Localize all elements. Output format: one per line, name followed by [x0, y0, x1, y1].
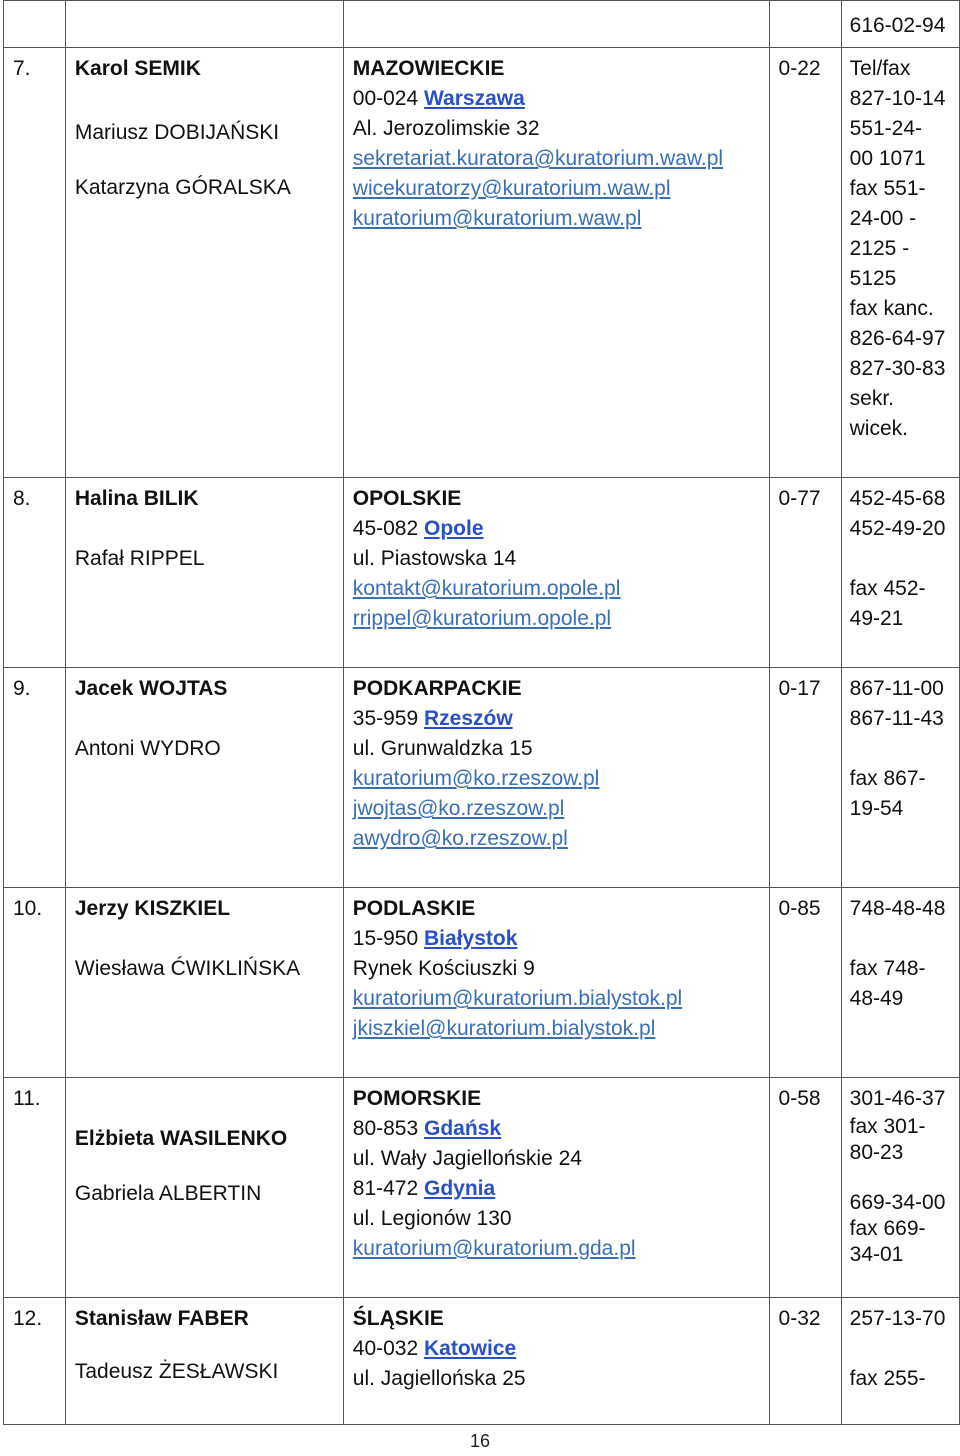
phone-line: 452-49-20 [849, 517, 946, 540]
email-link[interactable]: kuratorium@kuratorium.waw.pl [352, 207, 642, 230]
phone-line: 19-54 [849, 797, 904, 820]
postal-code: 00-024 [352, 87, 419, 110]
row-number: 10. [13, 897, 43, 920]
row-number: 11. [13, 1087, 41, 1110]
postal-code: 15-950 [352, 927, 419, 950]
area-code: 0-58 [778, 1087, 821, 1110]
phone-line: 748-48-48 [849, 897, 946, 920]
phone-line: 00 1071 [849, 147, 926, 170]
street-address: ul. Grunwaldzka 15 [352, 737, 533, 760]
street-address: ul. Legionów 130 [352, 1207, 512, 1230]
person-name: Rafał RIPPEL [74, 547, 205, 570]
phone-line: 551-24- [849, 117, 923, 140]
person-name: Jacek WOJTAS [74, 677, 228, 700]
email-link[interactable]: kontakt@kuratorium.opole.pl [352, 577, 621, 600]
row-number: 8. [13, 487, 31, 510]
person-name: Stanisław FABER [74, 1307, 249, 1330]
region-name: OPOLSKIE [352, 487, 462, 510]
person-name: Halina BILIK [74, 487, 199, 510]
region-name: MAZOWIECKIE [352, 57, 505, 80]
area-code: 0-17 [778, 677, 821, 700]
row-number: 12. [13, 1307, 43, 1330]
postal-code: 45-082 [352, 517, 419, 540]
phone-line: 826-64-97 [849, 327, 946, 350]
street-address: Al. Jerozolimskie 32 [352, 117, 540, 140]
city-link[interactable]: Białystok [424, 927, 518, 950]
phone-line: 867-11-00 [849, 677, 944, 700]
street-address: ul. Wały Jagiellońskie 24 [352, 1147, 582, 1170]
region-name: PODLASKIE [352, 897, 476, 920]
email-link[interactable]: kuratorium@kuratorium.bialystok.pl [352, 987, 683, 1010]
city-link[interactable]: Opole [424, 517, 484, 540]
phone-line: 5125 [849, 267, 897, 290]
street-address: Rynek Kościuszki 9 [352, 957, 535, 980]
person-name: Antoni WYDRO [74, 737, 221, 760]
street-address: ul. Piastowska 14 [352, 547, 517, 570]
phone-line: 452-45-68 [849, 487, 946, 510]
phone-line: 867-11-43 [849, 707, 944, 730]
city-link[interactable]: Katowice [424, 1337, 517, 1360]
phone-line: 2125 - [849, 237, 910, 260]
city-link[interactable]: Warszawa [424, 87, 525, 110]
email-link[interactable]: jwojtas@ko.rzeszow.pl [352, 797, 565, 820]
postal-code: 40-032 [352, 1337, 419, 1360]
phone-line: fax 669- [849, 1217, 926, 1240]
email-link[interactable]: kuratorium@kuratorium.gda.pl [352, 1237, 636, 1260]
area-code: 0-85 [778, 897, 821, 920]
phone-line: fax kanc. [849, 297, 934, 320]
phone-line: 257-13-70 [849, 1307, 946, 1330]
kuratorium-table [3, 0, 960, 1425]
table-row [4, 1298, 960, 1425]
email-link[interactable]: rrippel@kuratorium.opole.pl [352, 607, 612, 630]
phone-line: fax 748- [849, 957, 926, 980]
email-link[interactable]: wicekuratorzy@kuratorium.waw.pl [352, 177, 671, 200]
area-code: 0-77 [778, 487, 821, 510]
phone-line: 24-00 - [849, 207, 917, 230]
street-address: ul. Jagiellońska 25 [352, 1367, 526, 1390]
city-link[interactable]: Gdańsk [424, 1117, 502, 1140]
table-row [4, 478, 960, 668]
phone-number: 616-02-94 [849, 14, 946, 37]
page-number: 16 [469, 1431, 491, 1451]
table-row [4, 48, 960, 478]
postal-code: 81-472 [352, 1177, 419, 1200]
phone-line: 80-23 [849, 1141, 904, 1164]
region-name: ŚLĄSKIE [352, 1307, 444, 1330]
phone-line: Tel/fax [849, 57, 911, 80]
postal-code: 80-853 [352, 1117, 419, 1140]
phone-line: fax 452- [849, 577, 926, 600]
person-name: Katarzyna GÓRALSKA [74, 176, 291, 199]
phone-line: fax 867- [849, 767, 926, 790]
person-name: Karol SEMIK [74, 57, 201, 80]
region-name: PODKARPACKIE [352, 677, 522, 700]
table-row [4, 888, 960, 1078]
phone-line: 301-46-37 [849, 1087, 946, 1110]
row-number: 7. [13, 57, 31, 80]
phone-line: 669-34-00 [849, 1191, 946, 1214]
area-code: 0-32 [778, 1307, 821, 1330]
phone-line: fax 255- [849, 1367, 926, 1390]
phone-line: 827-10-14 [849, 87, 946, 110]
person-name: Tadeusz ŻESŁAWSKI [74, 1360, 279, 1383]
city-link[interactable]: Rzeszów [424, 707, 513, 730]
phone-line: wicek. [849, 417, 908, 440]
email-link[interactable]: awydro@ko.rzeszow.pl [352, 827, 568, 850]
phone-line: 48-49 [849, 987, 904, 1010]
phone-line: fax 551- [849, 177, 926, 200]
person-name: Elżbieta WASILENKO [74, 1127, 288, 1150]
phone-line: 827-30-83 [849, 357, 946, 380]
person-name: Mariusz DOBIJAŃSKI [74, 121, 280, 144]
email-link[interactable]: jkiszkiel@kuratorium.bialystok.pl [352, 1017, 656, 1040]
table-row [4, 1, 960, 48]
table-row [4, 1078, 960, 1298]
person-name: Jerzy KISZKIEL [74, 897, 231, 920]
region-name: POMORSKIE [352, 1087, 482, 1110]
person-name: Gabriela ALBERTIN [74, 1182, 262, 1205]
email-link[interactable]: kuratorium@ko.rzeszow.pl [352, 767, 600, 790]
phone-line: 34-01 [849, 1243, 904, 1266]
postal-code: 35-959 [352, 707, 419, 730]
row-number: 9. [13, 677, 31, 700]
area-code: 0-22 [778, 57, 821, 80]
table-row [4, 668, 960, 888]
email-link[interactable]: sekretariat.kuratora@kuratorium.waw.pl [352, 147, 724, 170]
phone-line: 49-21 [849, 607, 904, 630]
city-link[interactable]: Gdynia [424, 1177, 496, 1200]
phone-line: fax 301- [849, 1115, 926, 1138]
phone-line: sekr. [849, 387, 894, 410]
person-name: Wiesława ĆWIKLIŃSKA [74, 957, 301, 980]
